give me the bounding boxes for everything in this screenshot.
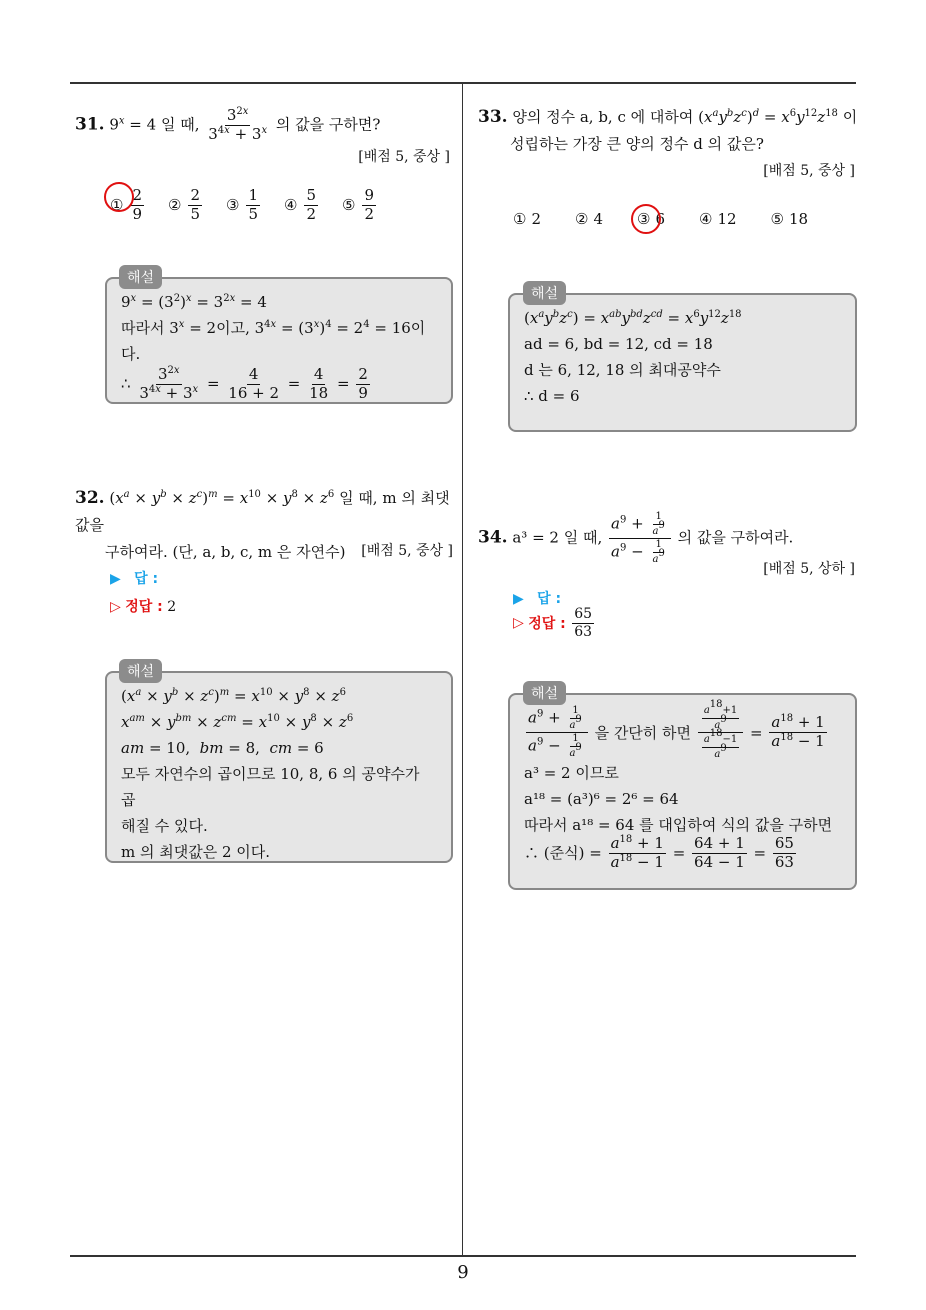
q32-tag: [배점 5, 중상 ] (361, 543, 453, 559)
q33-marked-circle (631, 204, 661, 234)
q31-explanation-box (105, 277, 453, 404)
q33-choice-5[interactable]: ⑤ 18 (770, 210, 809, 228)
column-divider (462, 84, 463, 1256)
q31-choice-3[interactable]: ③ $\frac{1}{5}$ (226, 186, 258, 223)
q31-choice-4[interactable]: ④ $\frac{5}{2}$ (284, 186, 316, 223)
q34-correct: ▷ 정답 : $\frac{65}{63}$ (513, 606, 593, 640)
q32-line2: 구하여라. (단, a, b, c, m 은 자연수) (105, 543, 346, 561)
bottom-rule (70, 1255, 856, 1257)
q31-choice-2[interactable]: ② $\frac{2}{5}$ (168, 186, 200, 223)
q33-choice-3[interactable]: ③ 6 (637, 210, 665, 228)
q33-line2: 성립하는 가장 큰 양의 정수 d 의 값은? (510, 135, 764, 153)
q34-number: 34. (478, 527, 508, 548)
q32-explanation-badge: 해설 (119, 659, 162, 683)
q34-answer: ▶ 답 : (513, 591, 562, 607)
q33-number: 33. (478, 107, 508, 127)
q34-tag: [배점 5, 상하 ] (763, 561, 855, 577)
q34-explanation-box: $a^9$ + $\frac{1}{a^9}$ $a^9$ − $\frac{1}{a^9}$ 을 간단히 하면 $\frac{\frac{a^{18}+1}{a^9}}{\frac{a^{18}-1}{a^9}}$ = $\frac{a^{18} + 1}{a^{18} - 1}$ a³ = 2 이므로 a¹⁸ = (a³)⁶ = 2⁶ = 64 따라서 a¹⁸ = 64 를 대입하여 식의 값을 구하면 ∴ (준식) = $\frac{a^{18} + 1}{a^{18} - 1}$ = $\frac{64 + 1}{64 - 1}$ = $\frac{65}{63}$ (508, 693, 857, 890)
q33-explanation-box: $(x^ay^bz^c) = x^{ab}y^{bd}z^{cd} = x^6y^{12}z^{18}$ ad = 6, bd = 12, cd = 18 d 는 6, 12, 18 의 최대공약수 ∴ d = 6 (508, 293, 857, 432)
q31-exp-line3: ∴ $\frac{3^{2x}}{3^{4x} + 3^x}$ = $\frac{4}{16 + 2}$ = $\frac{4}{18}$ = $\frac{2}{9}$ (121, 365, 368, 402)
top-rule (70, 82, 856, 84)
page-number: 9 (457, 1262, 469, 1283)
q31-exp-line1: $9^x = (3^2)^x = 3^{2x} = 4$ (121, 293, 267, 311)
q32-explanation-box: $(x^a \times y^b \times z^c)^m = x^{10} \times y^8 \times z^6$ $x^{am} \times y^{bm} \times z^{cm} = x^{10} \times y^8 \times z^6$ am = 10, bm = 8, cm = 6 모두 자연수의 곱이므로 10, 8, 6 의 공약수가 곱 해질 수 있다. m 의 최댓값은 2 이다. (105, 671, 453, 863)
q31-explanation-badge: 해설 (119, 265, 162, 289)
q33-choice-4[interactable]: ④ 12 (699, 210, 737, 228)
q31-choice-1[interactable]: ① $\frac{2}{9}$ (110, 188, 146, 223)
q31-number: 31. (75, 114, 105, 135)
q31-prompt: 의 값을 구하면? (275, 115, 381, 134)
play-icon: ▶ (110, 571, 121, 587)
play-icon: ▶ (513, 591, 524, 607)
q33-choice-1[interactable]: ① 2 (513, 210, 541, 228)
q31-marked-circle (104, 182, 134, 212)
q31-tag: [배점 5, 중상 ] (358, 149, 450, 165)
q31-question: 31. $9^x = 4$ 일 때, $\frac{3^{2x}}{3^{4x} + 3^x}$ 의 값을 구하면? (75, 106, 381, 143)
play-outline-icon: ▷ (513, 615, 524, 632)
q33-tag: [배점 5, 중상 ] (763, 163, 855, 179)
q32-number: 32. (75, 488, 105, 508)
q32-answer: ▶ 답 : (110, 571, 159, 587)
q33-explanation-badge: 해설 (523, 281, 566, 305)
q33-choice-2[interactable]: ② 4 (575, 210, 603, 228)
q31-choice-5[interactable]: ⑤ $\frac{9}{2}$ (342, 186, 374, 223)
q34-question: 34. a³ = 2 일 때, $a^9$ + $\frac{1}{a^9}$ $a^9$ − $\frac{1}{a^9}$ 의 값을 구하여라. (478, 511, 794, 565)
q31-choices (110, 188, 400, 223)
q32-question: 32. $(x^a \times y^b \times z^c)^m = x^{10} \times y^8 \times z^6$ 일 때, m 의 최댓값을 구하여라. (단, a, b, c, m 은 자연수) (75, 485, 460, 566)
q33-question: 33. 양의 정수 a, b, c 에 대하여 $(x^ay^bz^c)^d = x^6y^{12}z^{18}$ 이 성립하는 가장 큰 양의 정수 d 의 값은? (478, 104, 863, 158)
q34-explanation-badge: 해설 (523, 681, 566, 705)
q33-choices (513, 210, 830, 228)
q31-exp-line2: 따라서 $3^x = 2$이고, $3^{4x} = (3^x)^4 = 2^4 = 16$이다. (121, 319, 426, 363)
play-outline-icon: ▷ (110, 599, 121, 615)
q32-correct: ▷ 정답 : 2 (110, 599, 177, 615)
